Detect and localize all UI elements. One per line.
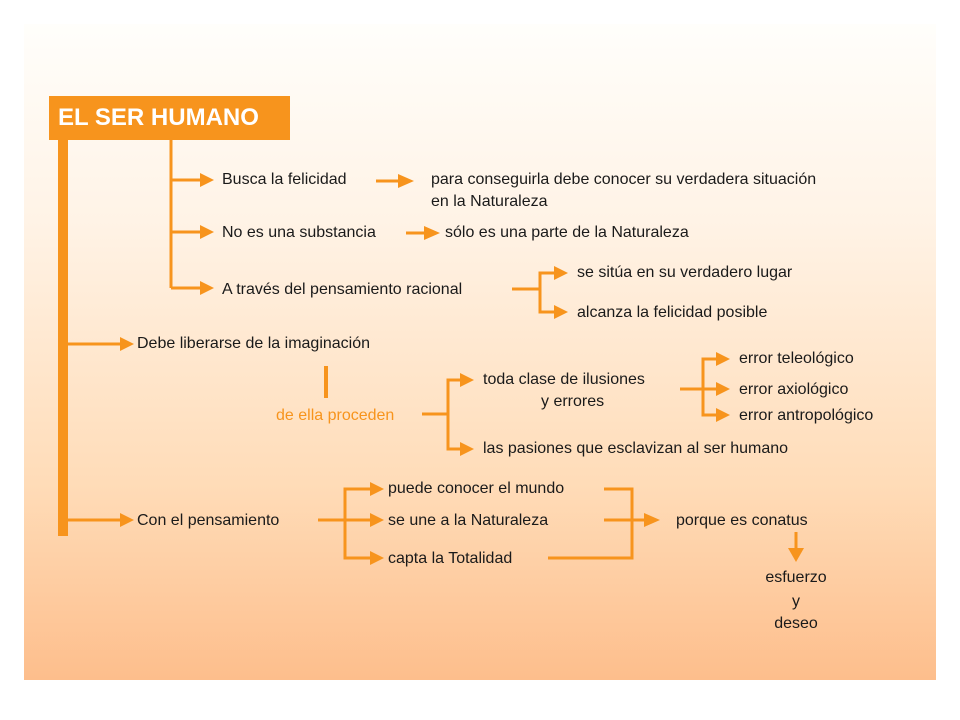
arrow-conatus: [644, 513, 660, 527]
node-err-axiologico: error axiológico: [739, 381, 849, 398]
node-ilusiones-line2: y errores: [541, 393, 605, 410]
node-une: se une a la Naturaleza: [388, 512, 549, 529]
node-conocer: puede conocer el mundo: [388, 480, 565, 497]
node-situa: se sitúa en su verdadero lugar: [577, 264, 793, 281]
node-err-antropologico: error antropológico: [739, 407, 874, 424]
node-deseo: deseo: [774, 615, 818, 632]
node-ilusiones-line1: toda clase de ilusiones: [483, 371, 645, 388]
arrow-conatus-down: [788, 548, 804, 562]
arrow-err-antropologico: [716, 408, 730, 422]
node-busca-result-line2: en la Naturaleza: [431, 193, 548, 210]
connector-proceden-fork: [422, 380, 462, 449]
node-debe: Debe liberarse de la imaginación: [137, 335, 371, 352]
arrow-capta: [370, 551, 384, 565]
node-no-substancia-result: sólo es una parte de la Naturaleza: [445, 224, 689, 241]
node-a-traves: A través del pensamiento racional: [222, 281, 463, 298]
node-pasiones: las pasiones que esclavizan al ser humano: [483, 440, 789, 457]
node-con-pensamiento: Con el pensamiento: [137, 512, 280, 529]
node-err-teleologico: error teleológico: [739, 350, 854, 367]
main-trunk: [58, 140, 68, 536]
arrow-busca-result: [398, 174, 414, 188]
node-proceden: de ella proceden: [276, 407, 395, 424]
page-title: EL SER HUMANO: [58, 104, 259, 131]
arrow-debe: [120, 337, 134, 351]
title-box: [49, 96, 290, 140]
connector-a-traves-fork: [512, 273, 556, 312]
node-alcanza: alcanza la felicidad posible: [577, 304, 768, 321]
arrow-alcanza: [554, 305, 568, 319]
connector-pensamiento-fork: [318, 489, 372, 558]
arrow-une: [370, 513, 384, 527]
arrow-con-pensamiento: [120, 513, 134, 527]
arrow-busca: [200, 173, 214, 187]
arrow-situa: [554, 266, 568, 280]
arrow-a-traves: [200, 281, 214, 295]
node-busca: Busca la felicidad: [222, 171, 347, 188]
arrow-err-axiologico: [716, 382, 730, 396]
arrow-conocer: [370, 482, 384, 496]
node-no-substancia: No es una substancia: [222, 224, 376, 241]
node-capta: capta la Totalidad: [388, 550, 513, 567]
connector-errors-fork: [680, 359, 718, 415]
arrow-ilusiones: [460, 373, 474, 387]
arrow-no-substancia: [200, 225, 214, 239]
arrow-no-substancia-result: [424, 226, 440, 240]
node-y: y: [792, 593, 800, 610]
node-conatus: porque es conatus: [676, 512, 808, 529]
node-busca-result-line1: para conseguirla debe conocer su verdadera situación: [431, 171, 817, 188]
arrow-pasiones: [460, 442, 474, 456]
connector-conatus-bracket: [548, 489, 646, 558]
node-esfuerzo: esfuerzo: [765, 569, 827, 586]
arrow-err-teleologico: [716, 352, 730, 366]
